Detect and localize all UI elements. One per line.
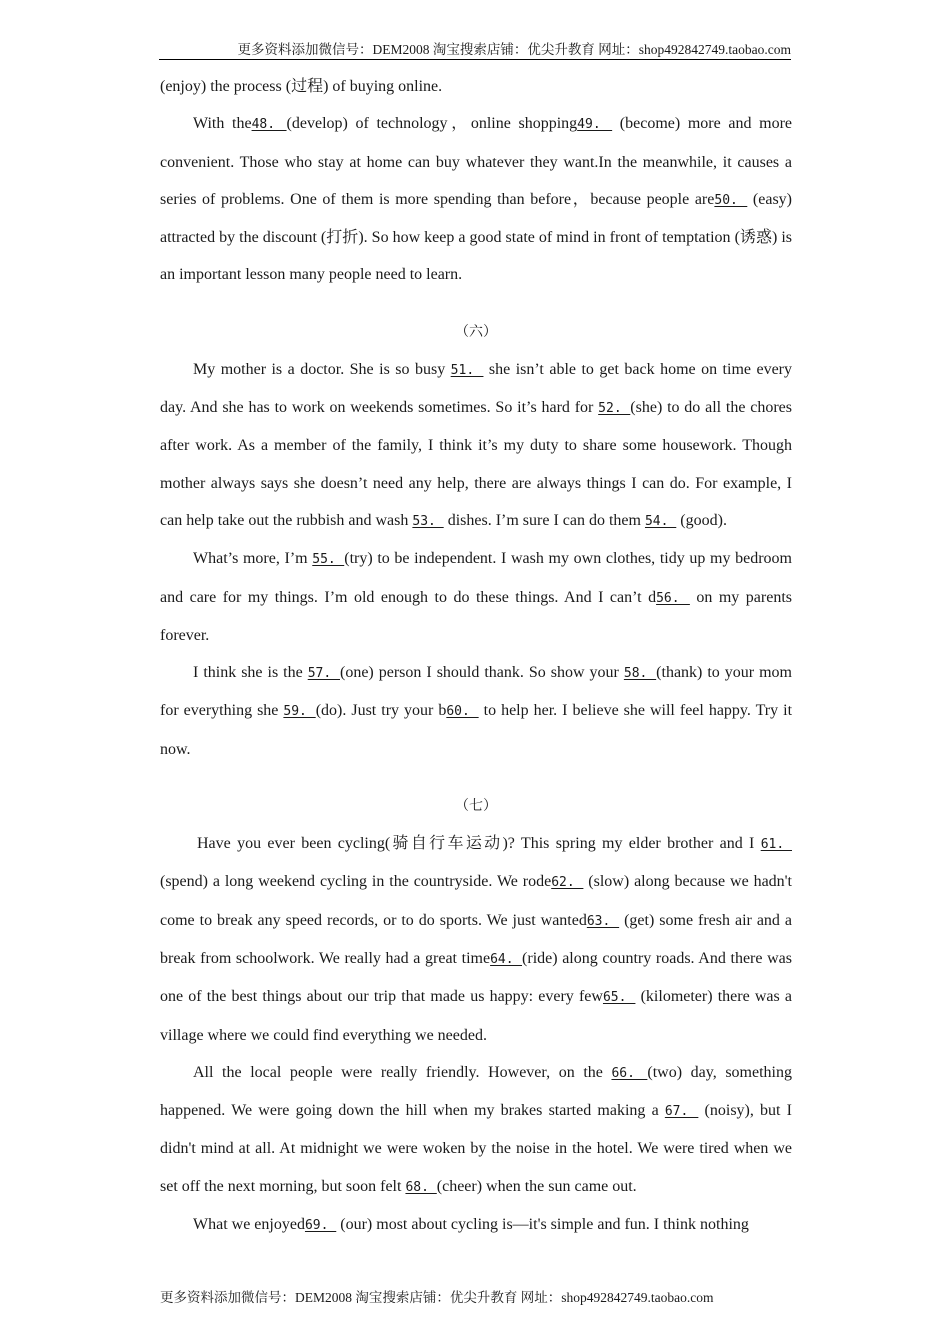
text-run: she isn’t able to get back home on time every day. And she has to work on weekends sometimes. So it’s hard for xyxy=(160,360,793,417)
text-run: (good). xyxy=(676,511,727,529)
blank-51[interactable]: 51. xyxy=(450,362,484,378)
blank-52[interactable]: 52. xyxy=(598,401,631,417)
text-run: (kilometer) there was a village where we could find everything we needed. xyxy=(160,988,793,1044)
text-run: What’s more, I’m xyxy=(193,550,313,568)
blank-59[interactable]: 59. xyxy=(283,704,316,720)
blank-50[interactable]: 50. xyxy=(714,192,748,208)
text-run: (enjoy) the process (过程) of buying online. xyxy=(160,78,443,95)
blank-48[interactable]: 48. xyxy=(251,117,287,133)
blank-64[interactable]: 64. xyxy=(490,951,523,967)
paragraph-local-people xyxy=(160,1054,792,1206)
paragraph-independent xyxy=(160,540,792,654)
text-run: (do). Just try your b xyxy=(315,702,447,720)
section-heading-7: （七） xyxy=(455,799,497,815)
blank-57[interactable]: 57. xyxy=(307,666,340,682)
blank-68[interactable]: 68. xyxy=(405,1179,437,1195)
blank-58[interactable]: 58. xyxy=(623,666,657,682)
text-run: to help her. I believe she will feel happy. Try it now. xyxy=(160,702,793,758)
blank-69[interactable]: 69. xyxy=(304,1218,337,1234)
page-header: 更多资料添加微信号：DEM2008 淘宝搜索店铺：优尖升教育 网址：shop492842749.taobao.com xyxy=(159,38,791,60)
text-run: (get) some fresh air and a break from schoolwork. We really had a great time xyxy=(160,911,792,967)
blank-54[interactable]: 54. xyxy=(644,513,677,529)
paragraph-continued xyxy=(160,68,792,105)
document-body xyxy=(160,68,792,1244)
blank-49[interactable]: 49. xyxy=(577,117,613,133)
blank-55[interactable]: 55. xyxy=(312,552,345,568)
text-run: (one) person I should thank. So show your xyxy=(340,664,624,682)
blank-65[interactable]: 65. xyxy=(602,990,636,1006)
paragraph-cycling xyxy=(160,825,792,1054)
text-run: (our) most about cycling is—it's simple and fun. I think nothing xyxy=(336,1216,749,1234)
text-run: dishes. I’m sure I can do them xyxy=(443,511,645,529)
text-run: (cheer) when the sun came out. xyxy=(436,1177,637,1195)
text-run: My mother is a doctor. She is so busy xyxy=(193,360,451,378)
text-run: (thank) to your mom for everything she xyxy=(160,664,793,720)
text-run: All the local people were really friendly. However, on the xyxy=(193,1063,612,1081)
text-run: on my parents forever. xyxy=(160,588,792,644)
text-run: (noisy), but I didn't mind at all. At midnight we were woken by the noise in the hotel. We were tired when we set off the next morning, but soon felt xyxy=(160,1102,793,1195)
text-run: (easy) attracted by the discount (打折). So how keep a good state of mind in front of temptation (诱惑) is an important lesson many people need to learn. xyxy=(160,190,792,284)
blank-60[interactable]: 60. xyxy=(446,704,479,720)
text-run: With the xyxy=(193,115,252,133)
blank-56[interactable]: 56. xyxy=(656,590,690,606)
text-run: (become) more and more convenient. Those who stay at home can buy whatever they want.In the meanwhile, it causes a series of problems. One of them is more spending than before，because people are xyxy=(160,115,792,208)
paragraph-mother-doctor xyxy=(160,351,792,540)
blank-53[interactable]: 53. xyxy=(412,513,444,529)
blank-67[interactable]: 67. xyxy=(664,1104,699,1120)
paragraph-online-shopping xyxy=(160,105,792,293)
paragraph-thank-mom xyxy=(160,654,792,768)
page-footer: 更多资料添加微信号：DEM2008 淘宝搜索店铺：优尖升教育 网址：shop492842749.taobao.com xyxy=(160,1290,714,1305)
text-run: (slow) along because we hadn't come to break any speed records, or to do sports. We just wanted xyxy=(160,873,793,929)
blank-61[interactable]: 61. xyxy=(760,837,792,853)
text-run: (develop) of technology，online shopping xyxy=(286,115,578,133)
text-run: (ride) along country roads. And there was one of the best things about our trip that made us happy: every few xyxy=(160,949,793,1006)
blank-62[interactable]: 62. xyxy=(551,875,584,891)
text-run: (two) day, something happened. We were going down the hill when my brakes started making a xyxy=(160,1063,792,1120)
blank-63[interactable]: 63. xyxy=(586,913,620,929)
text-run: I think she is the xyxy=(193,664,308,682)
text-run: What we enjoyed xyxy=(193,1216,305,1234)
blank-66[interactable]: 66. xyxy=(611,1065,648,1081)
text-run: (try) to be independent. I wash my own clothes, tidy up my bedroom and care for my things. I’m old enough to do these things. And I can’t d xyxy=(160,550,792,606)
section-heading-6: （六） xyxy=(455,324,497,340)
paragraph-enjoyed xyxy=(160,1206,792,1244)
text-run: (spend) a long weekend cycling in the countryside. We rode xyxy=(160,873,552,891)
text-run: Have you ever been cycling(骑自行车运动)? This spring my elder brother and I xyxy=(197,835,761,853)
text-run: (she) to do all the chores after work. As a member of the family, I think it’s my duty to share some housework. Though mother always says she doesn’t need any help, there are always things I can do. For example, I can help take out the rubbish and wash xyxy=(160,399,792,529)
